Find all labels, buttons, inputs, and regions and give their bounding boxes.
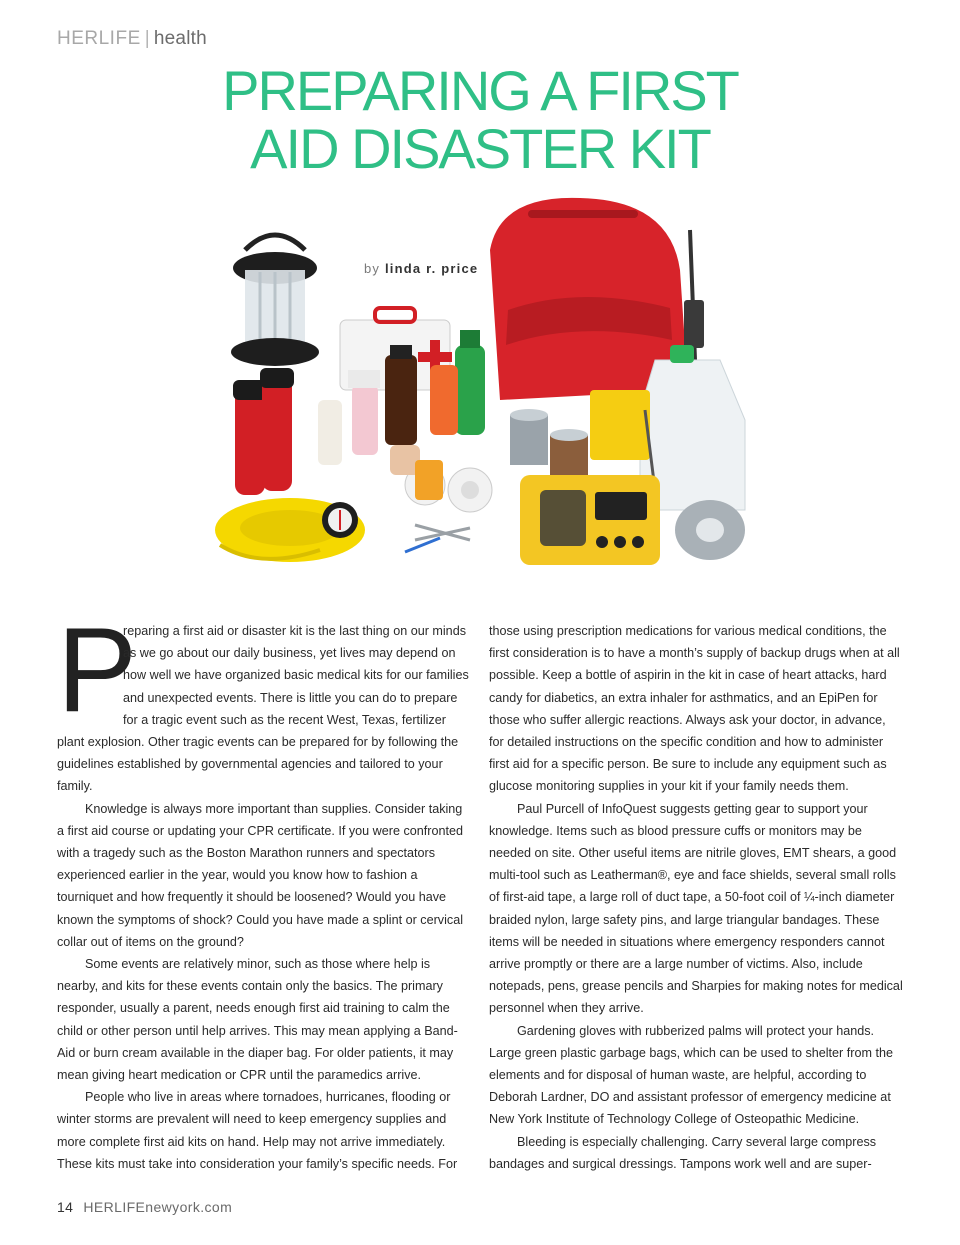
scissors-icon xyxy=(405,525,470,552)
flashlight-icon xyxy=(233,368,294,495)
article-paragraph: People who live in areas where tornadoes, hurricanes, flooding or winter storms are prevalent will need to keep emergency supplies and more complete first aid kits on hand. Help may not arrive immediately. These kits must take into consideration your family’s specific needs. For xyxy=(57,1090,458,1171)
article-paragraph: Paul Purcell of InfoQuest suggests getting gear to support your knowledge. Items such as blood pressure cuffs or monitors may be needed on site. Other useful items are nitrile gloves, EMT shears, a good multi-tool such as Leatherman®, eye and face shields, several small rolls of first-aid tape, a large roll of duct tape, a 50-foot coil of ¼-inch diameter braided nylon, large safety pins, and large triangular bandages. These items will be needed in situations where emergency responders cannot arrive promptly or there are a large number of victims. Also, include notepads, pens, grease pencils and Sharpies for making notes for medical personnel when they arrive. xyxy=(489,801,903,1016)
compass-icon xyxy=(322,502,358,538)
byline xyxy=(364,261,478,276)
article-paragraph xyxy=(57,603,471,798)
duct-tape-icon xyxy=(675,500,745,560)
magazine-brand: HERLIFE xyxy=(57,28,141,49)
section-label: health xyxy=(153,28,207,49)
page-number: 14 xyxy=(57,1199,74,1215)
byline-prefix: by xyxy=(364,261,381,276)
title-line-1: PREPARING A FIRST xyxy=(222,59,738,122)
article-paragraph: Bleeding is especially challenging. Carry several large compress bandages and surgical dressings. Tampons work well and are super- xyxy=(489,1134,877,1171)
footer-website: HERLIFEnewyork.com xyxy=(83,1199,233,1215)
drop-cap: P xyxy=(57,603,138,737)
first-aid-kit-photo xyxy=(200,190,760,600)
article-paragraph: those using prescription medications for various medical conditions, the first consideration is to have a month’s supply of backup drugs when at all possible. Keep a bottle of aspirin in the kit in case of heart attacks, hard candy for diabetics, an extra inhaler for asthmatics, and an EpiPen for those who suffer allergic reactions. Always ask your doctor, in advance, for detailed instructions on the specific condition and how to administer first aid for a specific person. Be sure to include any equipment such as glucose monitoring supplies in your kit if your family needs them. xyxy=(489,624,900,794)
article-paragraph: Some events are relatively minor, such as those where help is nearby, and kits for these events contain only the basics. The primary responder, usually a parent, needs enough first aid training to calm the child or other person until help arrives. This may mean applying a Band-Aid or burn cream available in the diaper bag. For older patients, it may mean giving heart medication or CPR until the paramedics arrive. xyxy=(57,957,458,1083)
article-paragraph: Knowledge is always more important than supplies. Consider taking a first aid course or updating your CPR certificate. If you were confronted with a tragedy such as the Boston Marathon runners and spectators experienced earlier in the year, would you know how to fashion a tourniquet and how frequently it should be loosened? Would you have known the symptoms of shock? Could you have made a splint or cervical collar out of items on the ground? xyxy=(57,801,463,949)
author-name: linda r. price xyxy=(384,261,479,276)
lantern-icon xyxy=(231,235,319,366)
article-column-left xyxy=(57,603,471,1175)
page-footer xyxy=(57,1199,232,1215)
article-title xyxy=(120,59,840,180)
title-line-2: AID DISASTER KIT xyxy=(250,117,710,180)
article-paragraph: Gardening gloves with rubberized palms will protect your hands. Large green plastic garbage bags, which can be used to shelter from the elements and for disposal of human waste, are helpful, according to Deborah Lardner, DO and assistant professor of emergency medicine at New York Institute of Technology College of Osteopathic Medicine. xyxy=(489,1023,893,1127)
section-header xyxy=(57,28,207,50)
yellow-sponge-icon xyxy=(590,390,650,460)
paragraph-text: reparing a first aid or disaster kit is the last thing on our minds as we go about our daily business, yet lives may depend on how well we have organized basic medical kits for our families and unexpected events. There is little you can do to prepare for a tragic event such as the recent West, Texas, fertilizer plant explosion. Other tragic events can be prepared for by following the guidelines established by governmental agencies and tailored to your family. xyxy=(57,624,469,794)
pill-bottle-icon xyxy=(415,460,443,500)
food-cans-icon xyxy=(510,409,588,480)
header-separator: | xyxy=(144,28,150,49)
article-column-right xyxy=(489,620,903,1175)
